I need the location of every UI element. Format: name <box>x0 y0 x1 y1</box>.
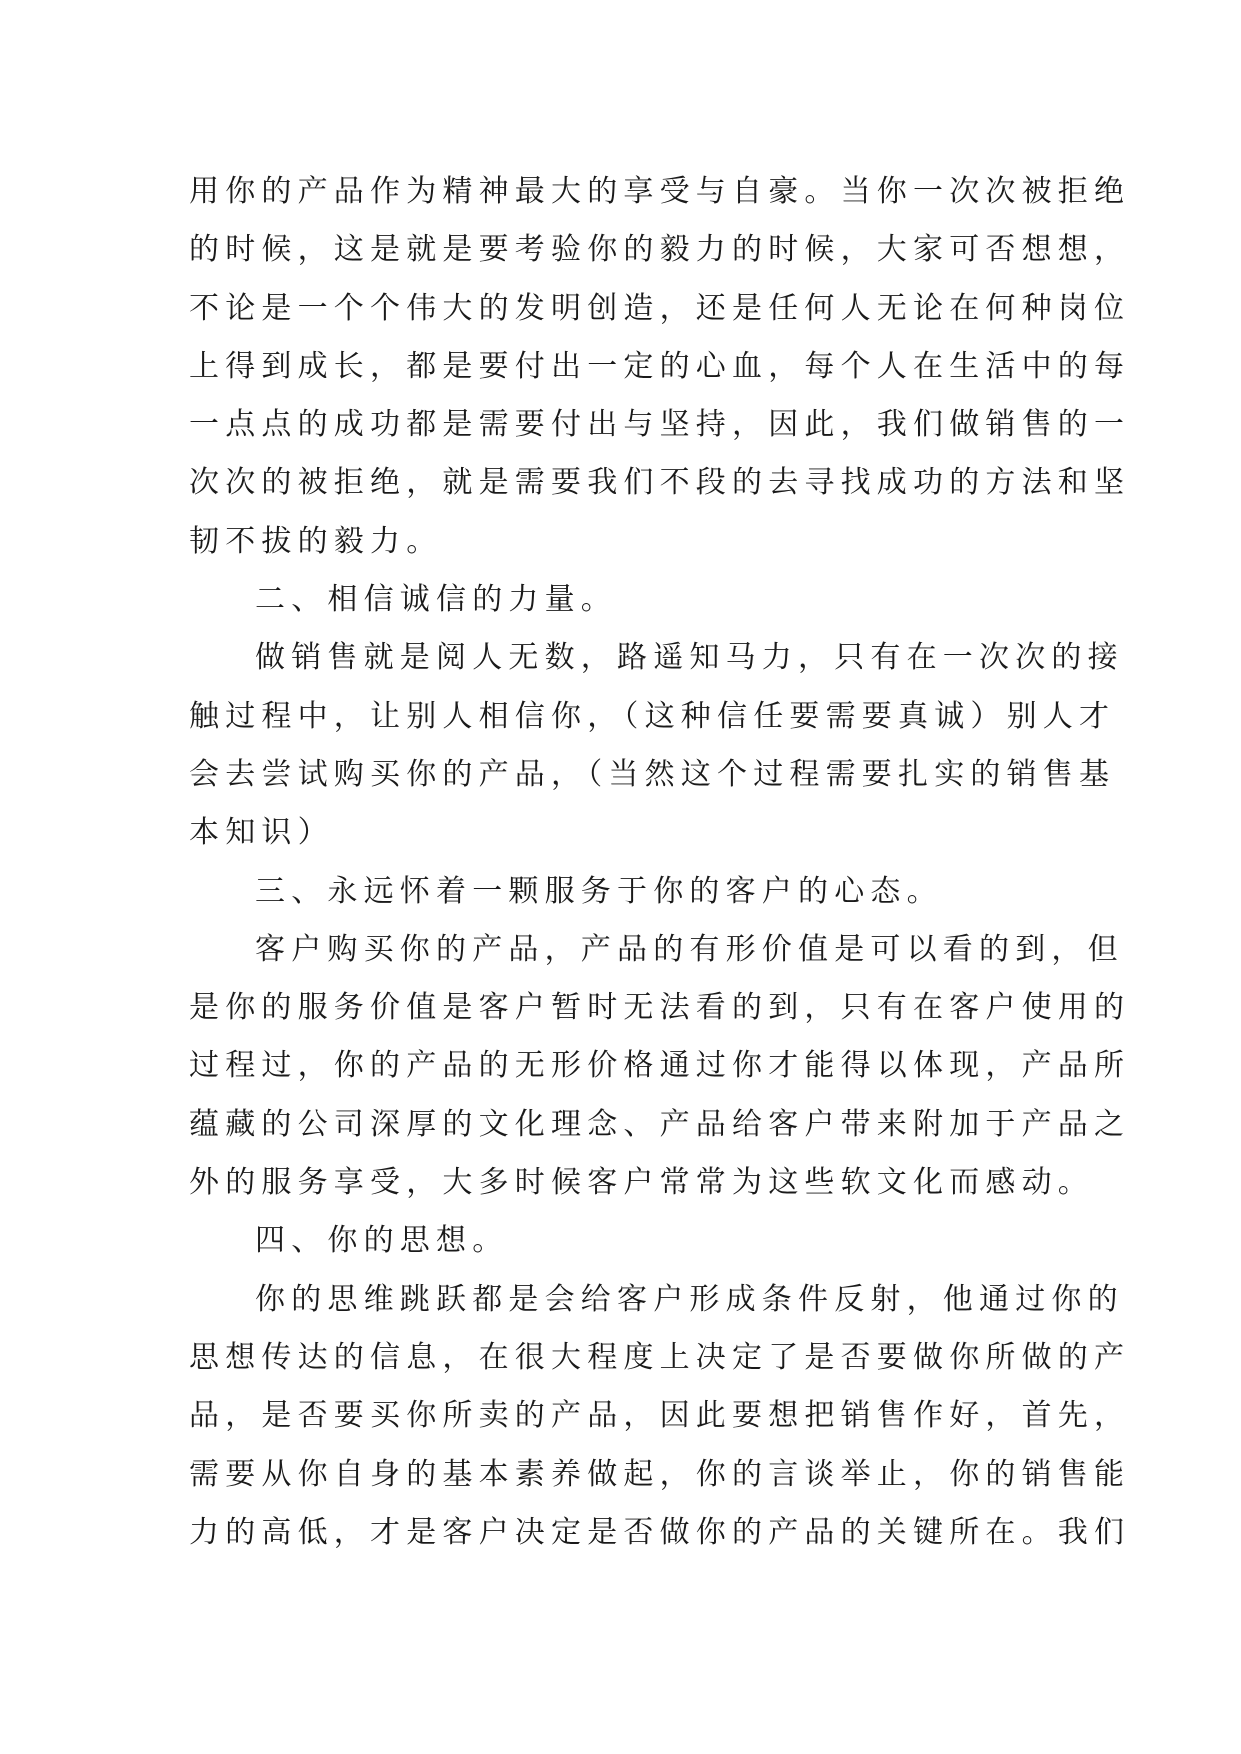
text-line: 上得到成长，都是要付出一定的心血，每个人在生活中的每 <box>189 348 1131 384</box>
text-line: 触过程中，让别人相信你，（这种信任要需要真诚）别人才 <box>189 698 1116 734</box>
text-line: 外的服务享受，大多时候客户常常为这些软文化而感动。 <box>189 1165 1094 1201</box>
text-line: 二、相信诚信的力量。 <box>255 582 617 618</box>
text-line: 客户购买你的产品，产品的有形价值是可以看的到，但 <box>255 931 1124 967</box>
body-text <box>189 163 1131 1562</box>
text-line: 用你的产品作为精神最大的享受与自豪。当你一次次被拒绝 <box>189 174 1131 209</box>
text-line: 四、你的思想。 <box>255 1223 509 1259</box>
text-line: 本知识） <box>189 815 334 851</box>
text-line: 的时候，这是就是要考验你的毅力的时候，大家可否想想， <box>189 232 1131 268</box>
text-line: 力的高低，才是客户决定是否做你的产品的关键所在。我们 <box>189 1514 1131 1550</box>
text-line: 品，是否要买你所卖的产品，因此要想把销售作好，首先， <box>189 1398 1131 1434</box>
text-line: 过程过，你的产品的无形价格通过你才能得以体现，产品所 <box>189 1048 1131 1084</box>
text-line: 会去尝试购买你的产品，（当然这个过程需要扎实的销售基 <box>189 756 1116 792</box>
text-line: 不论是一个个伟大的发明创造，还是任何人无论在何种岗位 <box>189 290 1131 326</box>
text-line: 你的思维跳跃都是会给客户形成条件反射，他通过你的 <box>255 1281 1124 1317</box>
text-line: 一点点的成功都是需要付出与坚持，因此，我们做销售的一 <box>189 407 1131 443</box>
text-line: 需要从你自身的基本素养做起，你的言谈举止，你的销售能 <box>189 1456 1131 1492</box>
text-line: 思想传达的信息，在很大程度上决定了是否要做你所做的产 <box>189 1339 1131 1375</box>
text-line: 次次的被拒绝，就是需要我们不段的去寻找成功的方法和坚 <box>189 465 1131 501</box>
text-line: 做销售就是阅人无数，路遥知马力，只有在一次次的接 <box>255 640 1124 676</box>
text-line: 三、永远怀着一颗服务于你的客户的心态。 <box>255 873 943 909</box>
text-line: 是你的服务价值是客户暂时无法看的到，只有在客户使用的 <box>189 990 1131 1026</box>
text-line: 蕴藏的公司深厚的文化理念、产品给客户带来附加于产品之 <box>189 1106 1131 1142</box>
text-line: 韧不拔的毅力。 <box>189 523 443 559</box>
